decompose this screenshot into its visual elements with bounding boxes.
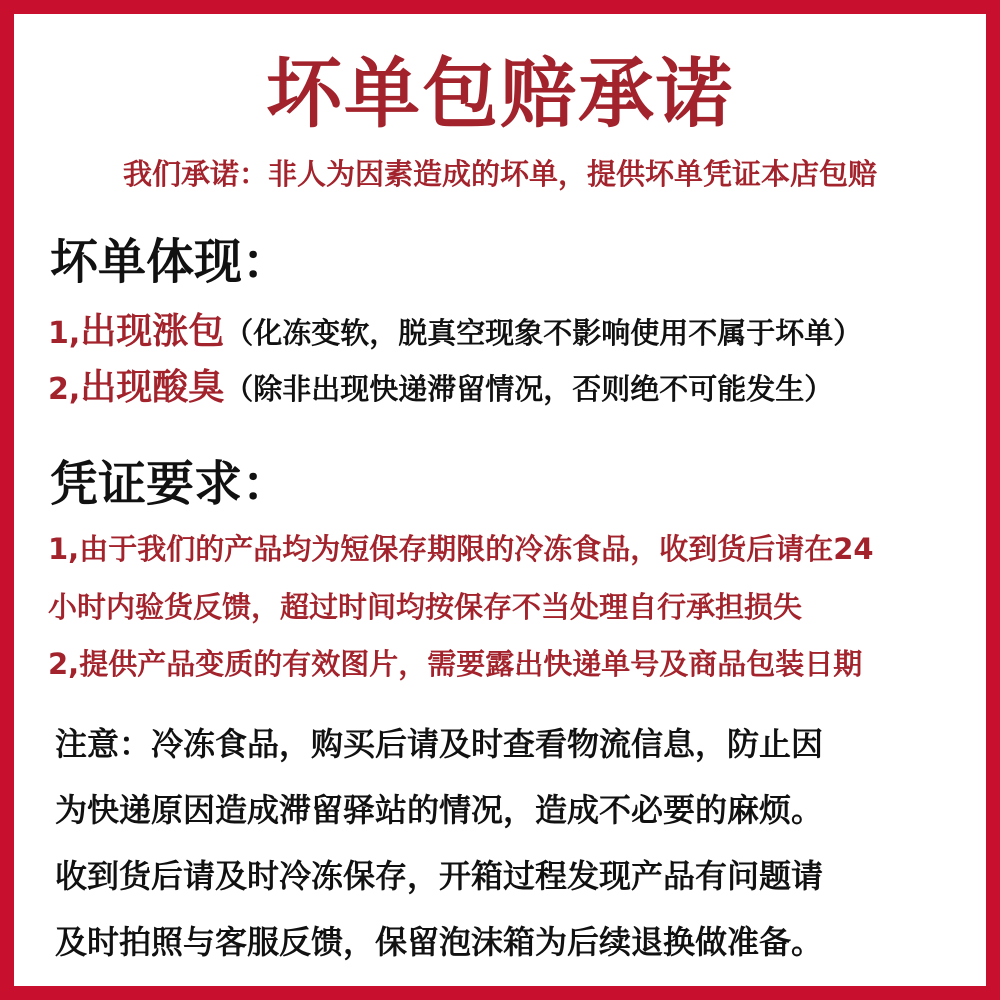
proof-requirement-line-2: 小时内验货反馈，超过时间均按保存不当处理自行承担损失 xyxy=(48,590,803,624)
proof-requirement-line-3: 2,提供产品变质的有效图片，需要露出快递单号及商品包装日期 xyxy=(48,647,863,681)
damage-item-2-label: 出现酸臭 xyxy=(80,367,225,408)
notice-line-1: 注意：冷冻食品，购买后请及时查看物流信息，防止因 xyxy=(55,725,824,763)
page-title: 坏单包赔承诺 xyxy=(266,49,734,138)
damage-item-1-label: 出现涨包 xyxy=(80,311,225,352)
damage-item-1 xyxy=(48,311,863,352)
promise-statement: 我们承诺：非人为因素造成的坏单，提供坏单凭证本店包赔 xyxy=(122,157,877,191)
damage-item-2 xyxy=(48,367,834,408)
damage-item-2-note: （除非出现快递滞留情况，否则绝不可能发生） xyxy=(224,372,834,406)
proof-requirement-line-1: 1,由于我们的产品均为短保存期限的冷冻食品，收到货后请在24 xyxy=(48,532,874,566)
section-heading-proof: 凭证要求： xyxy=(50,456,291,512)
notice-line-3: 收到货后请及时冷冻保存，开箱过程发现产品有问题请 xyxy=(55,857,824,895)
notice-line-2: 为快递原因造成滞留驿站的情况，造成不必要的麻烦。 xyxy=(55,791,824,829)
notice-line-4: 及时拍照与客服反馈，保留泡沫箱为后续退换做准备。 xyxy=(55,923,824,961)
damage-item-2-number: 2, xyxy=(48,372,81,407)
damage-item-1-note: （化冻变软，脱真空现象不影响使用不属于坏单） xyxy=(224,316,863,350)
section-heading-damage: 坏单体现： xyxy=(50,234,291,290)
damage-item-1-number: 1, xyxy=(48,316,81,351)
